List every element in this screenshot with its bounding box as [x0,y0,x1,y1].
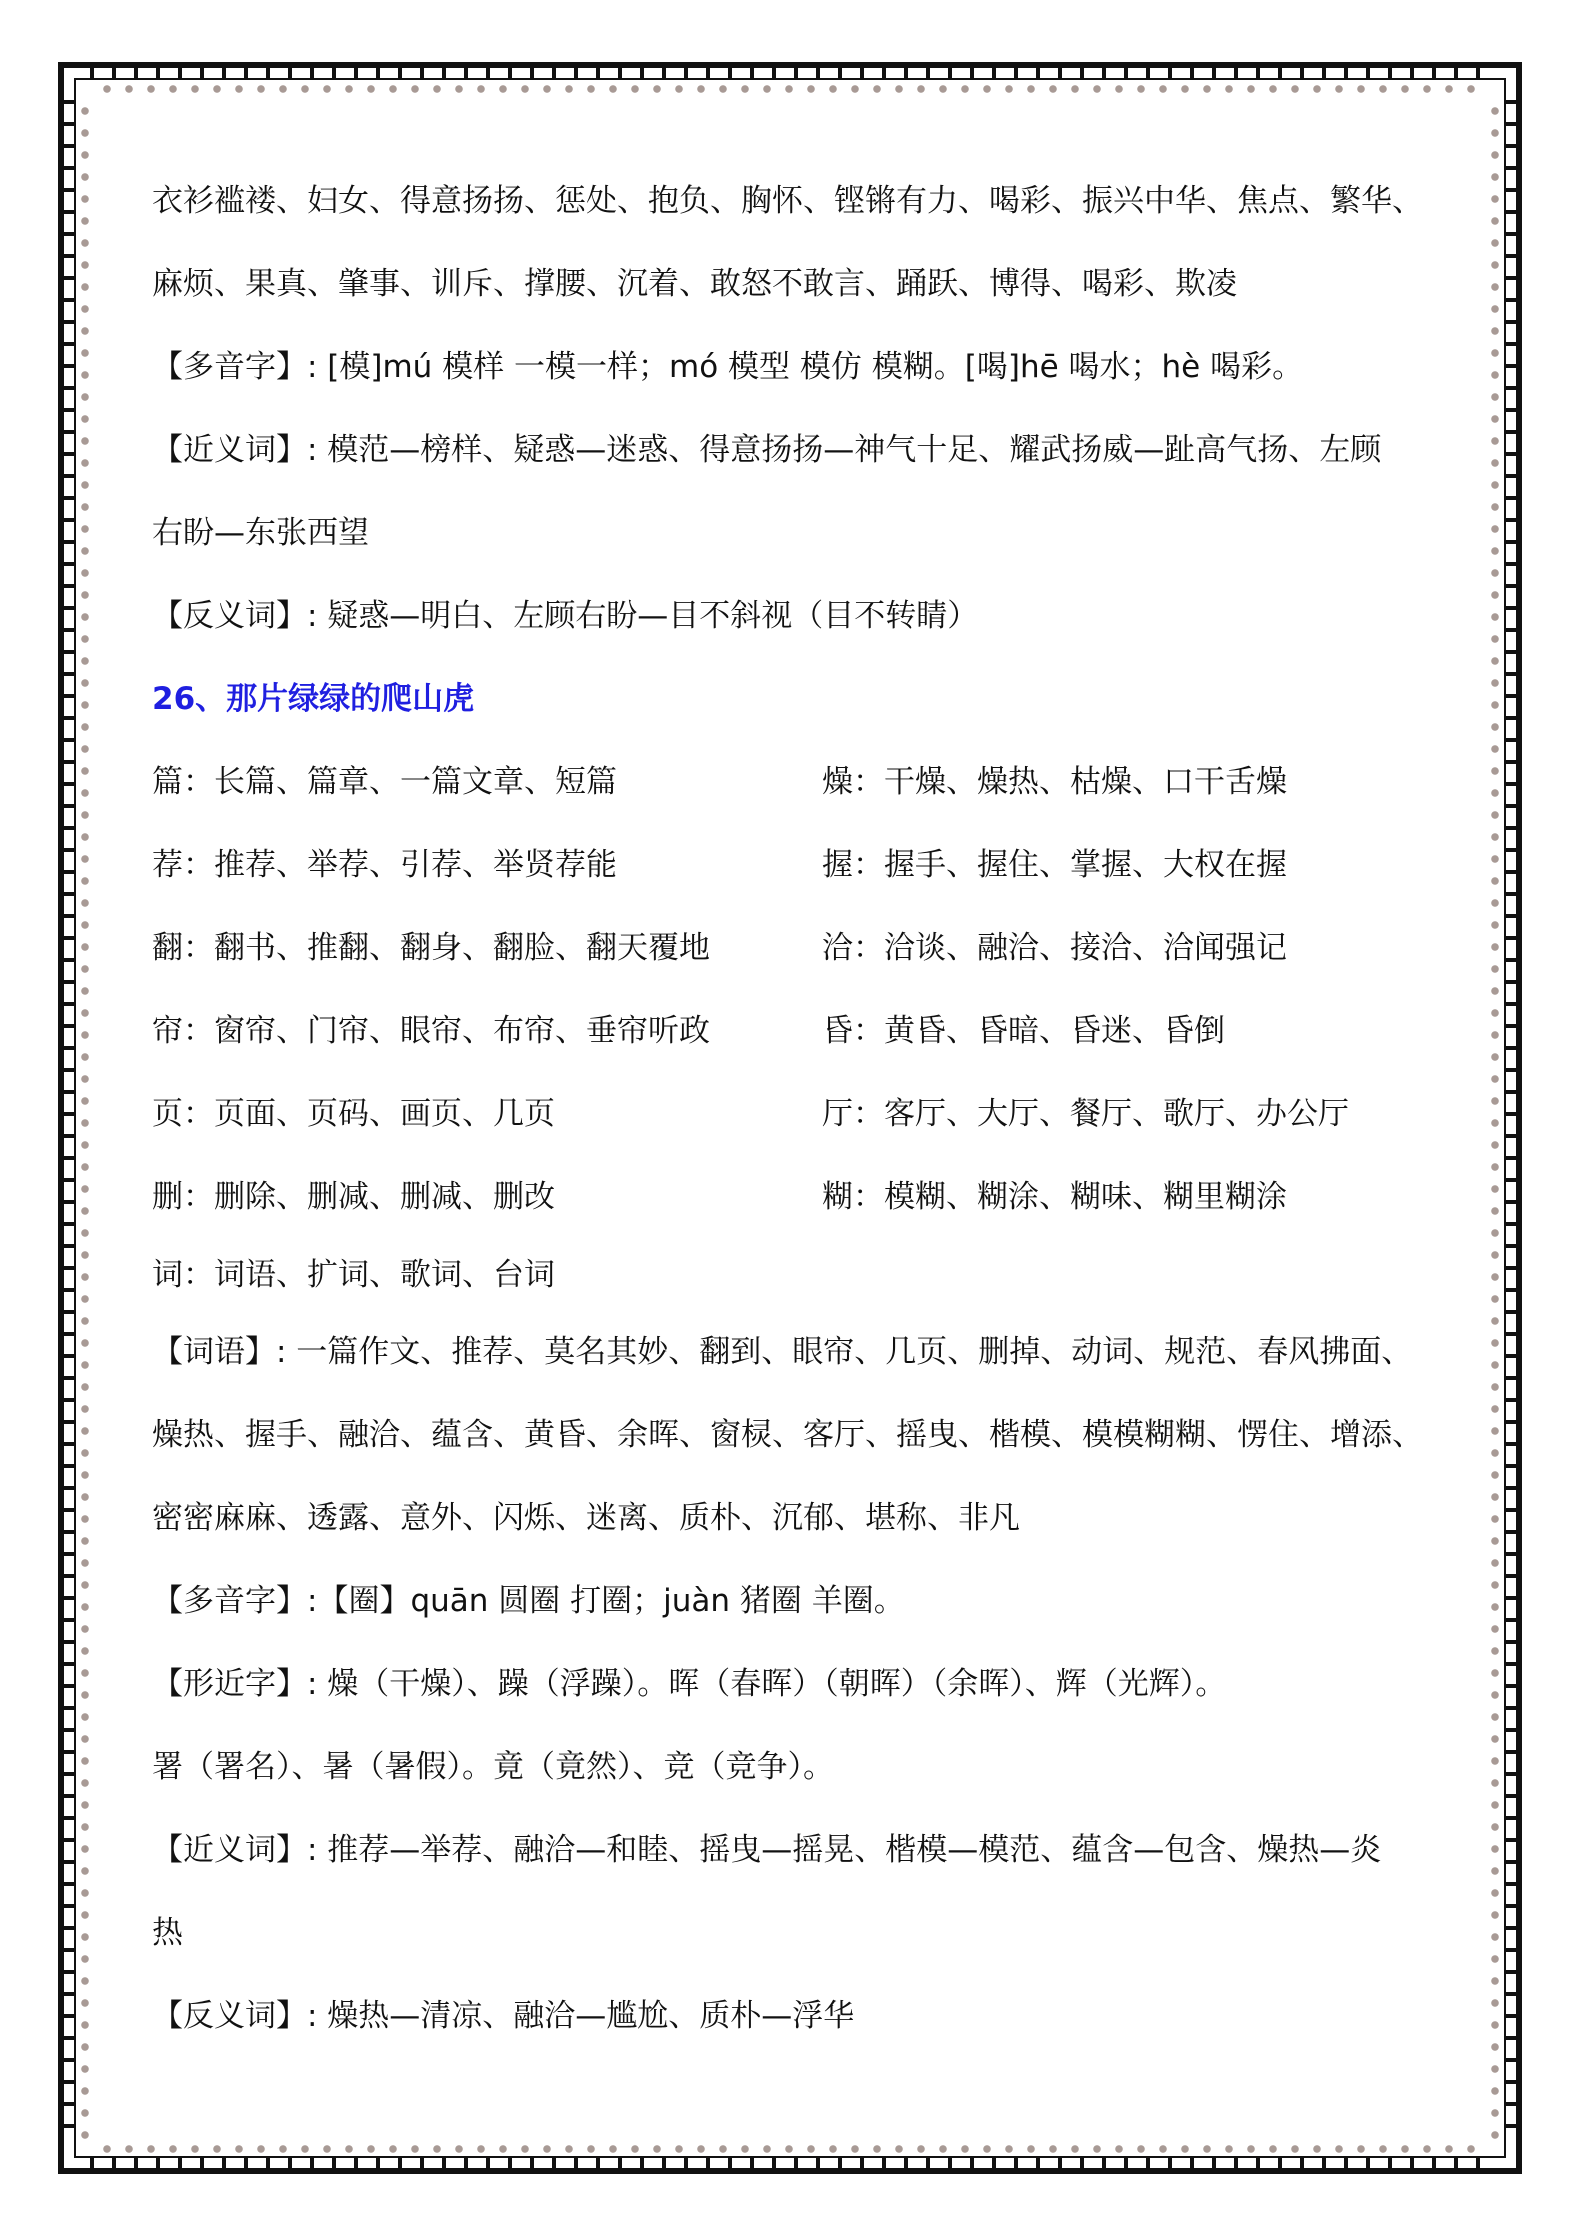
border-pattern-right [1504,100,1520,2140]
char-row [152,1073,1442,1156]
char-row [152,741,1442,824]
char-entry: 糊：模糊、糊涂、糊味、糊里糊涂 [822,1179,1287,1215]
char-entry: 页：页面、页码、画页、几页 [152,1096,555,1132]
char-entry: 篇：长篇、篇章、一篇文章、短篇 [152,764,617,800]
char-entry: 昏：黄昏、昏暗、昏迷、昏倒 [822,1013,1225,1049]
vocabulary-line-2: 燥热、握手、融洽、蕴含、黄昏、余晖、窗棂、客厅、摇曳、楷模、模模糊糊、愣住、增添、 [152,1417,1423,1453]
border-dots-left [78,100,92,2140]
char-entry: 握：握手、握住、掌握、大权在握 [822,847,1287,883]
vocabulary-line-3: 密密麻麻、透露、意外、闪烁、迷离、质朴、沉郁、堪称、非凡 [152,1500,1020,1536]
border-pattern-left [60,100,76,2140]
polyphone-line: 【多音字】: [模]mú 模样 一模一样；mó 模型 模仿 模糊。[喝]hē 喝水；hè 喝彩。 [152,349,1304,385]
char-entry: 帘：窗帘、门帘、眼帘、布帘、垂帘听政 [152,1013,710,1049]
synonyms-line-1: 【近义词】: 模范—榜样、疑惑—迷惑、得意扬扬—神气十足、耀武扬威—趾高气扬、左顾 [152,432,1382,468]
border-dots-bottom [96,2142,1486,2156]
char-entry-last: 词：词语、扩词、歌词、台词 [152,1257,555,1293]
char-entry: 洽：洽谈、融洽、接洽、洽闻强记 [822,930,1287,966]
similar-chars-line-1: 【形近字】: 燥（干燥）、躁（浮躁）。晖（春晖）（朝晖）（余晖）、辉（光辉）。 [152,1666,1227,1702]
char-row [152,907,1442,990]
vocabulary-line-1: 衣衫褴褛、妇女、得意扬扬、惩处、抱负、胸怀、铿锵有力、喝彩、振兴中华、焦点、繁华、 [152,183,1423,219]
char-entry: 翻：翻书、推翻、翻身、翻脸、翻天覆地 [152,930,710,966]
border-pattern-bottom [90,2156,1490,2172]
char-row [152,824,1442,907]
border-dots-top [96,82,1486,96]
synonyms-line-2: 热 [152,1915,183,1951]
vocabulary-line-1: 【词语】: 一篇作文、推荐、莫名其妙、翻到、眼帘、几页、删掉、动词、规范、春风拂面、 [152,1334,1413,1370]
char-row [152,990,1442,1073]
document-content [152,160,1442,2058]
similar-chars-line-2: 署（署名）、暑（暑假）。竟（竟然）、竞（竞争）。 [152,1749,834,1785]
lesson-title: 26、那片绿绿的爬山虎 [152,681,475,717]
border-dots-right [1488,100,1502,2140]
border-pattern-top [90,64,1490,80]
synonyms-line-1: 【近义词】: 推荐—举荐、融洽—和睦、摇曳—摇晃、楷模—模范、蕴含—包含、燥热—炎 [152,1832,1382,1868]
char-entry: 燥：干燥、燥热、枯燥、口干舌燥 [822,764,1287,800]
antonyms-line: 【反义词】: 燥热—清凉、融洽—尴尬、质朴—浮华 [152,1998,855,2034]
char-entry: 荐：推荐、举荐、引荐、举贤荐能 [152,847,617,883]
char-row [152,1156,1442,1239]
vocabulary-line-2: 麻烦、果真、肇事、训斥、撑腰、沉着、敢怒不敢言、踊跃、博得、喝彩、欺凌 [152,266,1237,302]
synonyms-line-2: 右盼—东张西望 [152,515,369,551]
char-entry: 厅：客厅、大厅、餐厅、歌厅、办公厅 [822,1096,1349,1132]
char-entry: 删：删除、删减、删减、删改 [152,1179,555,1215]
antonyms-line: 【反义词】: 疑惑—明白、左顾右盼—目不斜视（目不转睛） [152,598,979,634]
polyphone-line: 【多音字】:【圈】quān 圆圈 打圈；juàn 猪圈 羊圈。 [152,1583,905,1619]
